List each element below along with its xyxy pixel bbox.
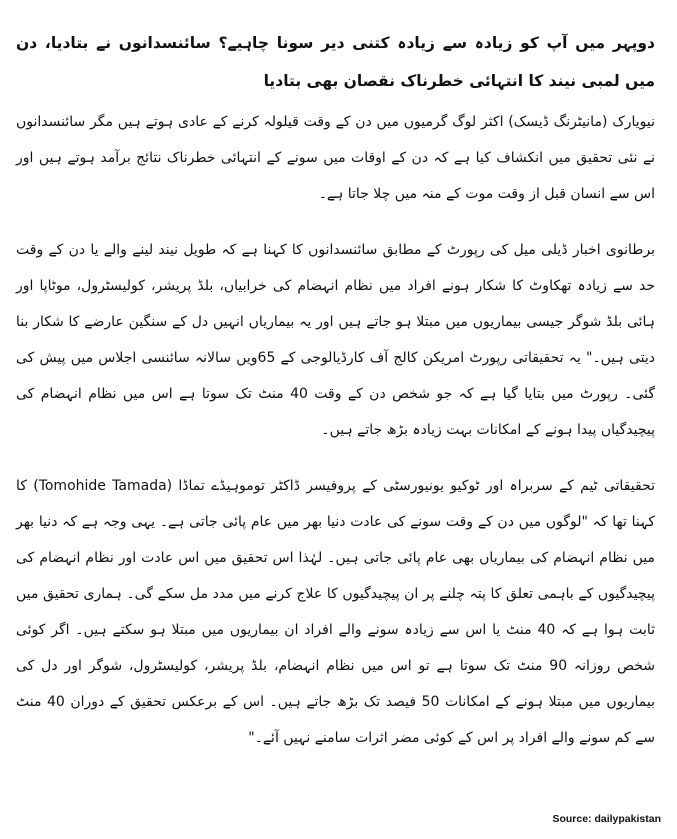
- source-credit: Source: dailypakistan: [552, 813, 661, 825]
- article-paragraph-1: نیویارک (مانیٹرنگ ڈیسک) اکثر لوگ گرمیوں میں دن کے وقت قیلولہ کرنے کے عادی ہوتے ہیں مگر سائنسدانوں نے نئی تحقیق میں انکشاف کیا ہے کہ دن کے اوقات میں سونے کے انتہائی خطرناک نتائج برآمد ہوتے ہیں اور اس سے انسان قبل از وقت موت کے منہ میں چلا جاتا ہے۔: [16, 114, 655, 202]
- article-paragraph-3: تحقیقاتی ٹیم کے سربراہ اور ٹوکیو یونیورسٹی کے پروفیسر ڈاکٹر توموہیڈے تماڈا (Tomohide Tamada) کا کہنا تھا کہ "لوگوں میں دن کے وقت سونے کی عادت دنیا بھر میں عام پائی جاتی ہے۔ یہی وجہ ہے کہ دنیا بھر میں نظام انہضام کی بیماریاں بھی عام پائی جاتی ہیں۔ لہٰذا اس تحقیق میں اس عادت اور نظام انہضام کی پیچیدگیوں کے باہمی تعلق کا پتہ چلنے پر ان پیچیدگیوں کا علاج کرنے میں مدد مل سکے گی۔ ہماری تحقیق میں ثابت ہوا ہے کہ 40 منٹ یا اس سے زیادہ سونے والے افراد ان بیماریوں میں مبتلا ہو سکتے ہیں۔ اگر کوئی شخص روزانہ 90 منٹ تک سوتا ہے تو اس میں نظام انہضام، بلڈ پریشر، کولیسٹرول، شوگر اور دل کی بیماریوں میں مبتلا ہونے کے امکانات 50 فیصد تک بڑھ جاتے ہیں۔ اس کے برعکس تحقیق کے دوران 40 منٹ سے کم سونے والے افراد پر اس کے کوئی مضر اثرات سامنے نہیں آئے۔": [16, 478, 655, 746]
- article-headline: دوپہر میں آپ کو زیادہ سے زیادہ کتنی دیر سونا چاہیے؟ سائنسدانوں نے بتادیا، دن میں لمبی نیند کا انتہائی خطرناک نقصان بھی بتادیا: [16, 34, 655, 90]
- article-paragraph-2: برطانوی اخبار ڈیلی میل کی رپورٹ کے مطابق سائنسدانوں کا کہنا ہے کہ طویل نیند لینے والے یا دن کے وقت حد سے زیادہ تھکاوٹ کا شکار ہونے افراد میں نظام انہضام کی خرابیاں، بلڈ پریشر، کولیسٹرول، موٹاپا اور ہائی بلڈ شوگر جیسی بیماریوں میں مبتلا ہو جاتے ہیں اور یہ بیماریاں انہیں دل کے سنگین عارضے کا شکار بنا دیتی ہیں۔" یہ تحقیقاتی رپورٹ امریکن کالج آف کارڈیالوجی کے 65ویں سالانہ سائنسی اجلاس میں پیش کی گئی۔ رپورٹ میں بتایا گیا ہے کہ جو شخص دن کے وقت 40 منٹ تک سوتا ہے اس میں نظام انہضام کی پیچیدگیاں پیدا ہونے کے امکانات بہت زیادہ بڑھ جاتے ہیں۔: [16, 242, 655, 438]
